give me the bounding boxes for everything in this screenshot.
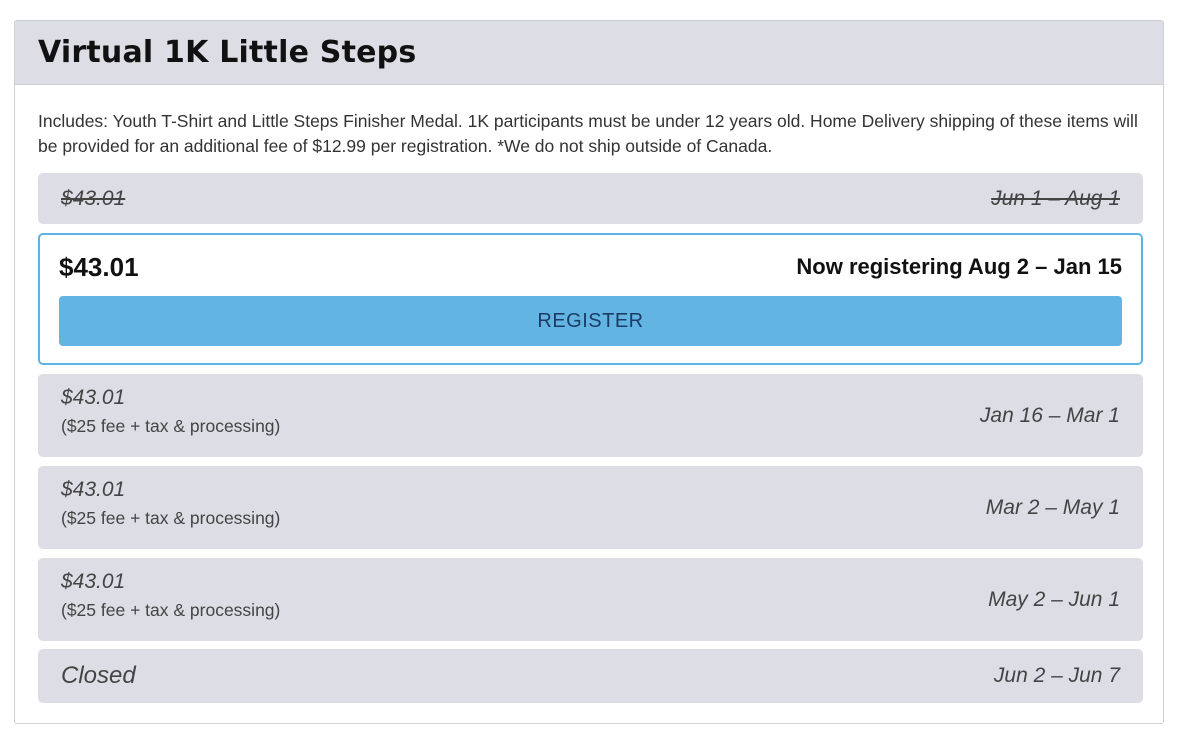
event-card xyxy=(14,20,1164,724)
tier-past xyxy=(38,173,1143,224)
event-description: Includes: Youth T-Shirt and Little Steps Finisher Medal. 1K participants must be under 12 years old. Home Delivery shipping of these items will be provided for an additional fee of $12.99 per registration. *We do not ship outside of Canada. xyxy=(38,111,1138,156)
tier-dates: Jun 1 – Aug 1 xyxy=(991,186,1120,210)
tier-dates: Jan 16 – Mar 1 xyxy=(979,403,1120,427)
tier-dates: May 2 – Jun 1 xyxy=(988,587,1120,611)
tier-fee: ($25 fee + tax & processing) xyxy=(61,508,281,528)
tier-fee: ($25 fee + tax & processing) xyxy=(61,600,281,620)
tier-dates: Jun 2 – Jun 7 xyxy=(993,664,1120,687)
current-status: Now registering Aug 2 – Jan 15 xyxy=(796,254,1122,279)
tier-price: $43.01 xyxy=(61,570,126,593)
register-button[interactable]: REGISTER xyxy=(59,296,1122,346)
tier-price: $43.01 xyxy=(61,386,126,409)
tier-closed-label: Closed xyxy=(61,662,136,689)
tier-closed xyxy=(38,649,1143,703)
tier-future xyxy=(38,374,1143,457)
tier-fee: ($25 fee + tax & processing) xyxy=(61,416,281,436)
tier-future xyxy=(38,558,1143,641)
current-price: $43.01 xyxy=(59,252,139,282)
tier-current xyxy=(38,233,1143,365)
card-header xyxy=(15,21,1163,85)
tier-price: $43.01 xyxy=(61,186,126,210)
tier-future xyxy=(38,466,1143,549)
event-title: Virtual 1K Little Steps xyxy=(38,35,417,70)
tier-price: $43.01 xyxy=(61,478,126,501)
tier-dates: Mar 2 – May 1 xyxy=(985,495,1120,519)
